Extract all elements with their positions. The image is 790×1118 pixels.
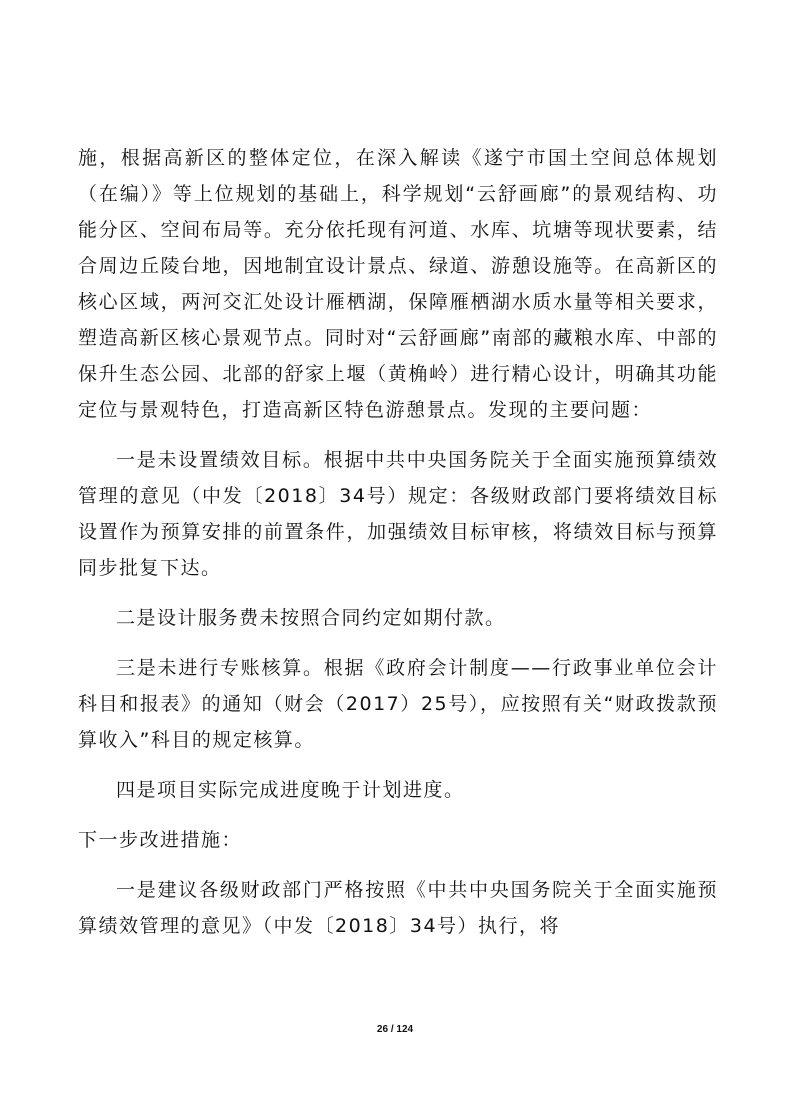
paragraph-issue-2: 二是设计服务费未按照合同约定如期付款。 <box>116 607 506 629</box>
page-number: 26 / 124 <box>376 1024 414 1035</box>
document-body <box>78 140 718 944</box>
paragraph-issue-3: 三是未进行专账核算。根据《政府会计制度——行政事业单位会计科目和报表》的通知（财会（2017）25号），应按照有关“财政拨款预算收入”科目的规定核算。 <box>78 657 718 751</box>
paragraph-issue-1: 一是未设置绩效目标。根据中共中央国务院关于全面实施预算绩效管理的意见（中发〔2018〕34号）规定：各级财政部门要将绩效目标设置作为预算安排的前置条件，加强绩效目标审核，将绩效目标与预算同步批复下达。 <box>78 449 718 579</box>
paragraph-improvement-1: 一是建议各级财政部门严格按照《中共中央国务院关于全面实施预算绩效管理的意见》（中发〔2018〕34号）执行，将 <box>78 879 718 937</box>
paragraph-improvements-heading: 下一步改进措施： <box>78 829 243 851</box>
paragraph-continuation: 施，根据高新区的整体定位，在深入解读《遂宁市国土空间总体规划（在编）》等上位规划的基础上，科学规划“云舒画廊”的景观结构、功能分区、空间布局等。充分依托现有河道、水库、坑塘等现状要素，结合周边丘陵台地，因地制宜设计景点、绿道、游憩设施等。在高新区的核心区域，两河交汇处设计雁栖湖，保障雁栖湖水质水量等相关要求，塑造高新区核心景观节点。同时对“云舒画廊”南部的藏粮水库、中部的保升生态公园、北部的舒家上堰（黄桷岭）进行精心设计，明确其功能定位与景观特色，打造高新区特色游憩景点。发现的主要问题： <box>78 147 718 421</box>
paragraph-issue-4: 四是项目实际完成进度晚于计划进度。 <box>116 779 465 801</box>
